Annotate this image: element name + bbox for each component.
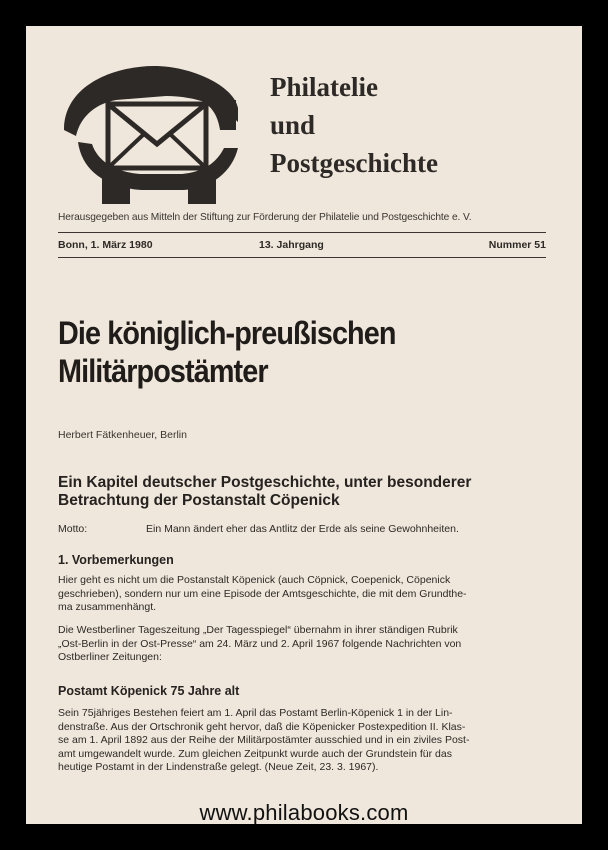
motto-label: Motto:: [58, 523, 88, 535]
issue-info: [58, 239, 546, 255]
article-author: Herbert Fätkenheuer, Berlin: [58, 429, 187, 441]
posthorn-envelope-logo: [56, 60, 246, 210]
journal-title-line: und: [270, 110, 316, 140]
subtitle-line: Betrachtung der Postanstalt Cöpenick: [58, 492, 340, 509]
journal-page: [26, 26, 582, 824]
text-line: Sein 75jähriges Bestehen feiert am 1. April das Postamt Berlin-Köpenick 1 in der Lin-: [58, 707, 453, 719]
text-line: Hier geht es nicht um die Postanstalt Köpenick (auch Cöpnick, Coepenick, Cöpenick: [58, 574, 451, 586]
issue-number: Nummer 51: [488, 239, 546, 251]
article-headline: [58, 314, 508, 390]
text-line: Ostberliner Zeitungen:: [58, 651, 162, 663]
section-heading: 1. Vorbemerkungen: [58, 553, 174, 567]
headline-line: Militärpostämter: [58, 353, 268, 389]
text-line: „Ost-Berlin in der Ost-Presse“ am 24. März und 2. April 1967 folgende Nachrichten von: [58, 637, 462, 650]
subtitle-line: Ein Kapitel deutscher Postgeschichte, unter besonderer: [58, 474, 472, 491]
paragraph: [58, 574, 548, 615]
text-line: heutige Postamt in der Lindenstraße gelegt. (Neue Zeit, 23. 3. 1967).: [58, 761, 379, 773]
divider: [58, 257, 546, 258]
motto: [58, 523, 558, 537]
news-heading: Postamt Köpenick 75 Jahre alt: [58, 684, 240, 698]
text-line: se am 1. April 1892 aus der Reihe der Militärpostämter ausschied und in ein ziviles Post-: [58, 734, 470, 746]
motto-text: Ein Mann ändert eher das Antlitz der Erde als seine Gewohnheiten.: [146, 523, 459, 535]
place-date: Bonn, 1. März 1980: [58, 239, 153, 251]
text-line: geschrieben), sondern nur um eine Episode der Amtsgeschichte, die mit dem Grundthe-: [58, 587, 467, 600]
paragraph: [58, 624, 548, 665]
journal-title-line: Postgeschichte: [270, 148, 438, 178]
article-subtitle: [58, 474, 578, 510]
volume: 13. Jahrgang: [259, 239, 324, 251]
publisher-line: Herausgegeben aus Mitteln der Stiftung zur Förderung der Philatelie und Postgeschichte e. V.: [58, 212, 472, 223]
watermark-url: www.philabooks.com: [199, 800, 409, 824]
journal-title-line: Philatelie: [270, 72, 378, 102]
headline-line: Die königlich-preußischen: [58, 315, 396, 351]
divider: [58, 232, 546, 233]
text-line: amt umgewandelt wurde. Zum gleichen Zeitpunkt wurde auch der Grundstein für das: [58, 747, 452, 760]
text-line: Die Westberliner Tageszeitung „Der Tagesspiegel“ übernahm in ihrer ständigen Rubrik: [58, 624, 458, 636]
paragraph: [58, 707, 548, 775]
journal-title: [270, 68, 570, 182]
text-line: ma zusammenhängt.: [58, 601, 157, 613]
text-line: denstraße. Aus der Ortschronik geht hervor, daß die Köpenicker Postexpedition II. Klas-: [58, 720, 466, 733]
